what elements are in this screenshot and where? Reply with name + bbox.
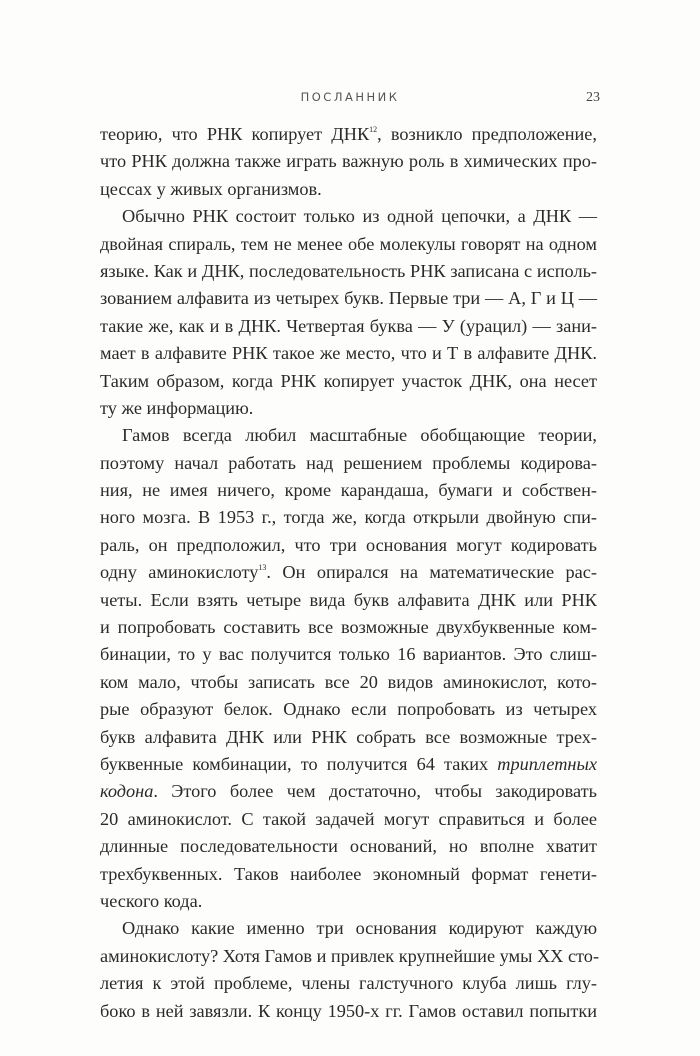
page-number: 23 [586,90,600,105]
text-line: четы. Если взять четыре вида букв алфавита ДНК или РНК [100,589,597,610]
text-line: Обычно РНК состоит только из одной цепочки, а ДНК — [122,206,597,227]
text-line: бинации, то у вас получится только 16 вариантов. Это слиш- [100,644,597,665]
text-line: ния, не имея ничего, кроме карандаша, бумаги и собствен- [100,480,597,501]
text-line: ту же информацию. [100,397,254,418]
text-line: буквенные комбинации, то получится 64 таких триплетных [100,753,597,774]
text-line: Таким образом, когда РНК копирует участок ДНК, она несет [100,370,597,391]
running-title: ПОСЛАННИК [300,90,400,104]
text-line: что РНК должна также играть важную роль в химических про- [100,151,597,172]
text-line: раль, он предположил, что три основания могут кодировать [100,534,597,555]
text-line: и попробовать составить все возможные двухбуквенные ком- [100,617,597,638]
text-line: букв алфавита ДНК или РНК собрать все возможные трех- [100,726,597,747]
text-line: мает в алфавите РНК такое же место, что и Т в алфавите ДНК. [100,343,597,364]
text-line: ческого кода. [100,890,203,911]
running-head [0,90,700,110]
text-line: трехбуквенных. Таков наиболее экономный формат генети- [100,863,597,884]
text-line: такие же, как и в ДНК. Четвертая буква — У (урацил) — зани- [100,315,597,336]
text-line: двойная спираль, тем не менее обе молекулы говорят на одном [100,233,597,254]
footnote-mark: 13 [258,563,267,573]
text-line: теорию, что РНК копирует ДНК$^{12}$, возникло предположение, [100,124,597,144]
text-line: боко в ней завязли. К концу 1950-х гг. Гамов оставил попытки [100,1000,597,1021]
body-text [100,121,600,1025]
text-line: одну аминокислоту$^{13}$. Он опирался на математические рас- [100,562,597,583]
text-line: цессах у живых организмов. [100,178,322,199]
text-line: языке. Как и ДНК, последовательность РНК записана с исполь- [100,260,597,281]
italic-term: кодона [100,781,154,802]
text-line: ком мало, чтобы записать все 20 видов аминокислот, кото- [100,671,597,692]
text-line: длинные последовательности оснований, но вполне хватит [100,836,597,857]
text-line: Однако какие именно три основания кодируют каждую [122,918,597,939]
footnote-mark: 12 [369,125,378,134]
italic-term: триплетных [497,753,597,774]
text-line: рые образуют белок. Однако если попробовать из четырех [100,699,597,720]
text-line: 20 аминокислот. С такой задачей могут справиться и более [100,808,597,829]
text-line: кодона. Этого более чем достаточно, чтобы закодировать [100,781,597,802]
text-line: Гамов всегда любил масштабные обобщающие теории, [122,425,597,446]
text-line: поэтому начал работать над решением проблемы кодирова- [100,452,597,473]
text-line: ного мозга. В 1953 г., тогда же, когда открыли двойную спи- [100,507,597,528]
text-line: летия к этой проблеме, члены галстучного клуба лишь глу- [100,973,597,994]
text-line: зованием алфавита из четырех букв. Первые три — А, Г и Ц — [100,288,597,309]
text-line: аминокислоту? Хотя Гамов и привлек крупнейшие умы XX сто- [100,945,600,966]
